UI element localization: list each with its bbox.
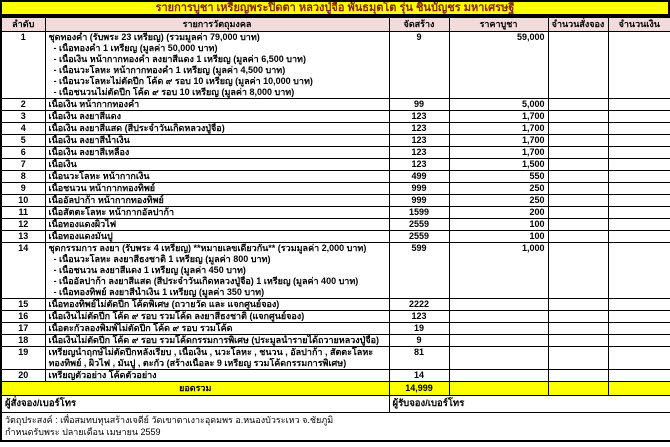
item-line: - เนื้อเงิน หน้ากากทองคำ ลงยาสีแดง 1 เหรียญ (มูลค่า 6,500 บาท) xyxy=(53,53,306,64)
item-line: เนื้อชนวน หน้ากากทองทิพย์ xyxy=(48,182,156,193)
sheet-title: รายการบูชา เหรียญพระปิดตา หลวงปู่จื่อ พันธมุตโต รุ่น ชินบัญชร มหาเศรษฐี xyxy=(0,0,670,16)
amount-cell xyxy=(608,230,670,242)
price-cell: 250 xyxy=(449,194,548,206)
price-cell: 1,700 xyxy=(449,110,548,122)
amount-cell xyxy=(608,369,670,381)
notes-cell xyxy=(1,412,670,441)
item-line: เนื้อเงิน ลงยาสีเหลือง xyxy=(48,146,130,157)
row-number-cell: 9 xyxy=(1,182,45,194)
total-made-count: 14,999 xyxy=(389,381,449,395)
item-description-cell xyxy=(45,146,389,158)
amulet-order-table xyxy=(0,16,670,442)
item-line: เนื้อทองแดงมันปู xyxy=(48,230,113,241)
item-description-cell xyxy=(45,346,389,369)
column-header-price: ราคาบูชา xyxy=(449,17,548,31)
table-row xyxy=(1,98,670,110)
amount-cell xyxy=(608,110,670,122)
order-qty-cell xyxy=(548,310,608,322)
price-cell: 1,700 xyxy=(449,122,548,134)
amount-cell xyxy=(608,334,670,346)
made-count-cell: 2559 xyxy=(389,218,449,230)
row-number-cell: 1 xyxy=(1,31,45,98)
table-row xyxy=(1,158,670,170)
price-cell: 550 xyxy=(449,170,548,182)
amount-cell xyxy=(608,322,670,334)
column-header-amount: จำนวนเงิน xyxy=(608,17,670,31)
orderer-signature-label: ผู้สั่งจอง/เบอร์โทร xyxy=(1,395,389,412)
made-count-cell: 14 xyxy=(389,369,449,381)
made-count-cell: 2222 xyxy=(389,298,449,310)
item-line: - เนื้อทองคำ 1 เหรียญ (มูลค่า 50,000 บาท) xyxy=(53,42,218,53)
item-line: เนื้อเงินไม่ตัดปีก โค้ด ๙ รอบ รวมโค้ดกรรมการพิเศษ (ประมูลนำรายได้ถวายหลวงปู่จื่อ) xyxy=(48,334,380,345)
receiver-signature-label: ผู้รับจอง/เบอร์โทร xyxy=(389,395,670,412)
made-count-cell: 9 xyxy=(389,334,449,346)
item-description-cell xyxy=(45,122,389,134)
table-row xyxy=(1,146,670,158)
row-number-cell: 8 xyxy=(1,170,45,182)
row-number-cell: 5 xyxy=(1,134,45,146)
table-row xyxy=(1,206,670,218)
price-cell xyxy=(449,322,548,334)
item-line: - เนื้อนวะโลหะ ลงยาสีธงชาติ 1 เหรียญ (มูลค่า 800 บาท) xyxy=(53,253,271,264)
amount-cell xyxy=(608,134,670,146)
order-qty-cell xyxy=(548,182,608,194)
order-qty-cell xyxy=(548,218,608,230)
price-cell: 100 xyxy=(449,218,548,230)
table-row xyxy=(1,230,670,242)
item-line: เนื้อเงิน หน้ากากทองคำ xyxy=(48,98,140,109)
made-count-cell: 123 xyxy=(389,310,449,322)
table-row xyxy=(1,242,670,298)
price-cell xyxy=(449,310,548,322)
row-number-cell: 17 xyxy=(1,322,45,334)
table-row xyxy=(1,322,670,334)
made-count-cell: 999 xyxy=(389,194,449,206)
item-line: เนื้อเงิน xyxy=(48,158,77,169)
item-line: เหรียญตัวอย่าง โค้ดตัวอย่าง xyxy=(48,369,157,380)
row-number-cell: 6 xyxy=(1,146,45,158)
item-line: เนื้อเงิน ลงยาสีน้ำเงิน xyxy=(48,134,130,145)
row-number-cell: 19 xyxy=(1,346,45,369)
item-line: - เนื้อนวะโลหะไม่ตัดปีก โค้ด ๙ รอบ 10 เหรียญ (มูลค่า 10,000 บาท) xyxy=(53,75,313,86)
row-number-cell: 7 xyxy=(1,158,45,170)
item-line: ชุดกรรมการ ลงยา (รับพระ 4 เหรียญ) **หมายเลขเดียวกัน** (รวมมูลค่า 2,000 บาท) xyxy=(48,242,367,253)
item-description-cell xyxy=(45,369,389,381)
price-cell xyxy=(449,334,548,346)
made-count-cell: 19 xyxy=(389,322,449,334)
row-number-cell: 3 xyxy=(1,110,45,122)
price-cell: 100 xyxy=(449,230,548,242)
amount-cell xyxy=(608,122,670,134)
row-number-cell: 4 xyxy=(1,122,45,134)
delivery-note: กำหนดรับพระ ปลายเดือน เมษายน 2559 xyxy=(5,427,161,437)
price-cell xyxy=(449,369,548,381)
item-line: เนื้ออัลปาก้า หน้ากากทองทิพย์ xyxy=(48,194,164,205)
order-qty-cell xyxy=(548,230,608,242)
amount-cell xyxy=(608,98,670,110)
made-count-cell: 123 xyxy=(389,134,449,146)
row-number-cell: 11 xyxy=(1,206,45,218)
order-qty-cell xyxy=(548,98,608,110)
table-row xyxy=(1,31,670,98)
price-cell xyxy=(449,298,548,310)
column-header-item: รายการวัตถุมงคล xyxy=(45,17,389,31)
row-number-cell: 10 xyxy=(1,194,45,206)
order-qty-cell xyxy=(548,322,608,334)
item-description-cell xyxy=(45,170,389,182)
item-description-cell xyxy=(45,334,389,346)
row-number-cell: 2 xyxy=(1,98,45,110)
item-description-cell xyxy=(45,322,389,334)
column-header-order-qty: จำนวนสั่งจอง xyxy=(548,17,608,31)
table-row xyxy=(1,110,670,122)
made-count-cell: 599 xyxy=(389,242,449,298)
table-row xyxy=(1,369,670,381)
amount-cell xyxy=(608,298,670,310)
price-cell: 5,000 xyxy=(449,98,548,110)
amount-cell xyxy=(608,242,670,298)
row-number-cell: 15 xyxy=(1,298,45,310)
made-count-cell: 999 xyxy=(389,182,449,194)
made-count-cell: 2559 xyxy=(389,230,449,242)
item-line: เนื้อตะกั่วลองพิมพ์ไม่ตัดปีก โค้ด ๙ รอบ รวมโค้ด xyxy=(48,322,233,333)
made-count-cell: 9 xyxy=(389,31,449,98)
item-line: เนื้อทองทิพย์ไม่ตัดปีก โค้ดพิเศษ (ถวายวัด และ แจกศูนย์จอง) xyxy=(48,298,280,309)
order-qty-cell xyxy=(548,122,608,134)
amount-cell xyxy=(608,346,670,369)
table-row xyxy=(1,134,670,146)
item-description-cell xyxy=(45,158,389,170)
amount-cell xyxy=(608,206,670,218)
item-description-cell xyxy=(45,110,389,122)
item-description-cell xyxy=(45,134,389,146)
table-row xyxy=(1,122,670,134)
row-number-cell: 16 xyxy=(1,310,45,322)
table-row xyxy=(1,310,670,322)
made-count-cell: 123 xyxy=(389,122,449,134)
notes-row xyxy=(1,412,670,441)
column-header-row xyxy=(1,17,670,31)
table-row xyxy=(1,298,670,310)
row-number-cell: 18 xyxy=(1,334,45,346)
price-cell: 1,000 xyxy=(449,242,548,298)
made-count-cell: 123 xyxy=(389,158,449,170)
order-qty-cell xyxy=(548,242,608,298)
item-description-cell xyxy=(45,218,389,230)
item-description-cell xyxy=(45,206,389,218)
item-line: ทองทิพย์ , ผิวไฟ , มันปู , ตะกั่ว (สร้างเนื้อละ 9 เหรียญ รวมโค้ดกรรมการพิเศษ) xyxy=(48,357,347,368)
item-line: เนื้อนวะโลหะ หน้ากากเงิน xyxy=(48,170,150,181)
item-line: - เนื้ออัลปาก้า ลงยาสีแสด (สีประจำวันเกิดหลวงปู่จื่อ) 1 เหรียญ (มูลค่า 400 บาท) xyxy=(53,275,359,286)
item-line: เนื้อสัตตะโลหะ หน้ากากอัลปาก้า xyxy=(48,206,175,217)
order-qty-cell xyxy=(548,110,608,122)
price-cell xyxy=(449,346,548,369)
item-line: เนื้อทองแดงผิวไฟ xyxy=(48,218,117,229)
table-row xyxy=(1,334,670,346)
item-description-cell xyxy=(45,98,389,110)
order-qty-cell xyxy=(548,134,608,146)
table-row xyxy=(1,170,670,182)
order-qty-cell xyxy=(548,194,608,206)
purpose-note: วัตถุประสงค์ : เพื่อสมทบทุนสร้างเจดีย์ วัดเขาตาเงาะอุดมพร อ.หนองบัวระเหว จ.ชัยภูมิ xyxy=(5,414,334,425)
total-label: ยอดรวม xyxy=(1,381,389,395)
column-header-made: จัดสร้าง xyxy=(389,17,449,31)
item-line: เหรียญนำฤกษ์ไม่ตัดปีกหลังเรียบ , เนื้อเงิน , นวะโลหะ , ชนวน , อัลปาก้า , สัตตะโลหะ xyxy=(48,346,374,357)
price-cell: 200 xyxy=(449,206,548,218)
item-line: - เนื้อทองทิพย์ ลงยาสีน้ำเงิน 1 เหรียญ (มูลค่า 350 บาท) xyxy=(53,286,265,297)
amount-cell xyxy=(608,218,670,230)
made-count-cell: 81 xyxy=(389,346,449,369)
price-cell: 250 xyxy=(449,182,548,194)
total-order-qty-cell xyxy=(548,381,608,395)
item-line: เนื้อเงินไม่ตัดปีก โค้ด ๙ รอบ รวมโค้ด ลงยาสีธงชาติ (แจกศูนย์จอง) xyxy=(48,310,305,321)
column-header-index: ลำดับ xyxy=(1,17,45,31)
price-cell: 1,500 xyxy=(449,158,548,170)
order-qty-cell xyxy=(548,170,608,182)
order-qty-cell xyxy=(548,369,608,381)
made-count-cell: 123 xyxy=(389,110,449,122)
item-line: - เนื้อชนวนไม่ตัดปีก โค้ด ๙ รอบ 10 เหรียญ (มูลค่า 8,000 บาท) xyxy=(53,86,295,97)
price-cell: 59,000 xyxy=(449,31,548,98)
item-line: - เนื้อนวะโลหะ หน้ากากทองคำ 1 เหรียญ (มูลค่า 4,500 บาท) xyxy=(53,64,286,75)
made-count-cell: 499 xyxy=(389,170,449,182)
item-line: ชุดทองคำ (รับพระ 23 เหรียญ) (รวมมูลค่า 79,000 บาท) xyxy=(48,31,260,42)
made-count-cell: 1599 xyxy=(389,206,449,218)
amount-cell xyxy=(608,158,670,170)
table-row xyxy=(1,218,670,230)
table-row xyxy=(1,346,670,369)
item-description-cell xyxy=(45,310,389,322)
row-number-cell: 13 xyxy=(1,230,45,242)
item-line: - เนื้อชนวน ลงยาสีแดง 1 เหรียญ (มูลค่า 450 บาท) xyxy=(53,264,246,275)
made-count-cell: 99 xyxy=(389,98,449,110)
total-price-cell xyxy=(449,381,548,395)
amount-cell xyxy=(608,170,670,182)
order-qty-cell xyxy=(548,298,608,310)
order-qty-cell xyxy=(548,206,608,218)
order-qty-cell xyxy=(548,334,608,346)
item-line: เนื้อเงิน ลงยาสีแสด (สีประจำวันเกิดหลวงปู่จื่อ) xyxy=(48,122,225,133)
signature-row xyxy=(1,395,670,412)
price-cell: 1,700 xyxy=(449,146,548,158)
order-qty-cell xyxy=(548,158,608,170)
made-count-cell: 123 xyxy=(389,146,449,158)
item-description-cell xyxy=(45,31,389,98)
item-description-cell xyxy=(45,230,389,242)
price-cell: 1,700 xyxy=(449,134,548,146)
order-qty-cell xyxy=(548,31,608,98)
order-qty-cell xyxy=(548,346,608,369)
amount-cell xyxy=(608,310,670,322)
item-description-cell xyxy=(45,242,389,298)
table-row xyxy=(1,182,670,194)
item-description-cell xyxy=(45,298,389,310)
row-number-cell: 14 xyxy=(1,242,45,298)
amount-cell xyxy=(608,31,670,98)
amount-cell xyxy=(608,194,670,206)
item-description-cell xyxy=(45,194,389,206)
item-description-cell xyxy=(45,182,389,194)
row-number-cell: 12 xyxy=(1,218,45,230)
amount-cell xyxy=(608,146,670,158)
row-number-cell: 20 xyxy=(1,369,45,381)
total-row xyxy=(1,381,670,395)
total-amount-cell xyxy=(608,381,670,395)
amount-cell xyxy=(608,182,670,194)
order-qty-cell xyxy=(548,146,608,158)
item-line: เนื้อเงิน ลงยาสีแดง xyxy=(48,110,122,121)
table-row xyxy=(1,194,670,206)
